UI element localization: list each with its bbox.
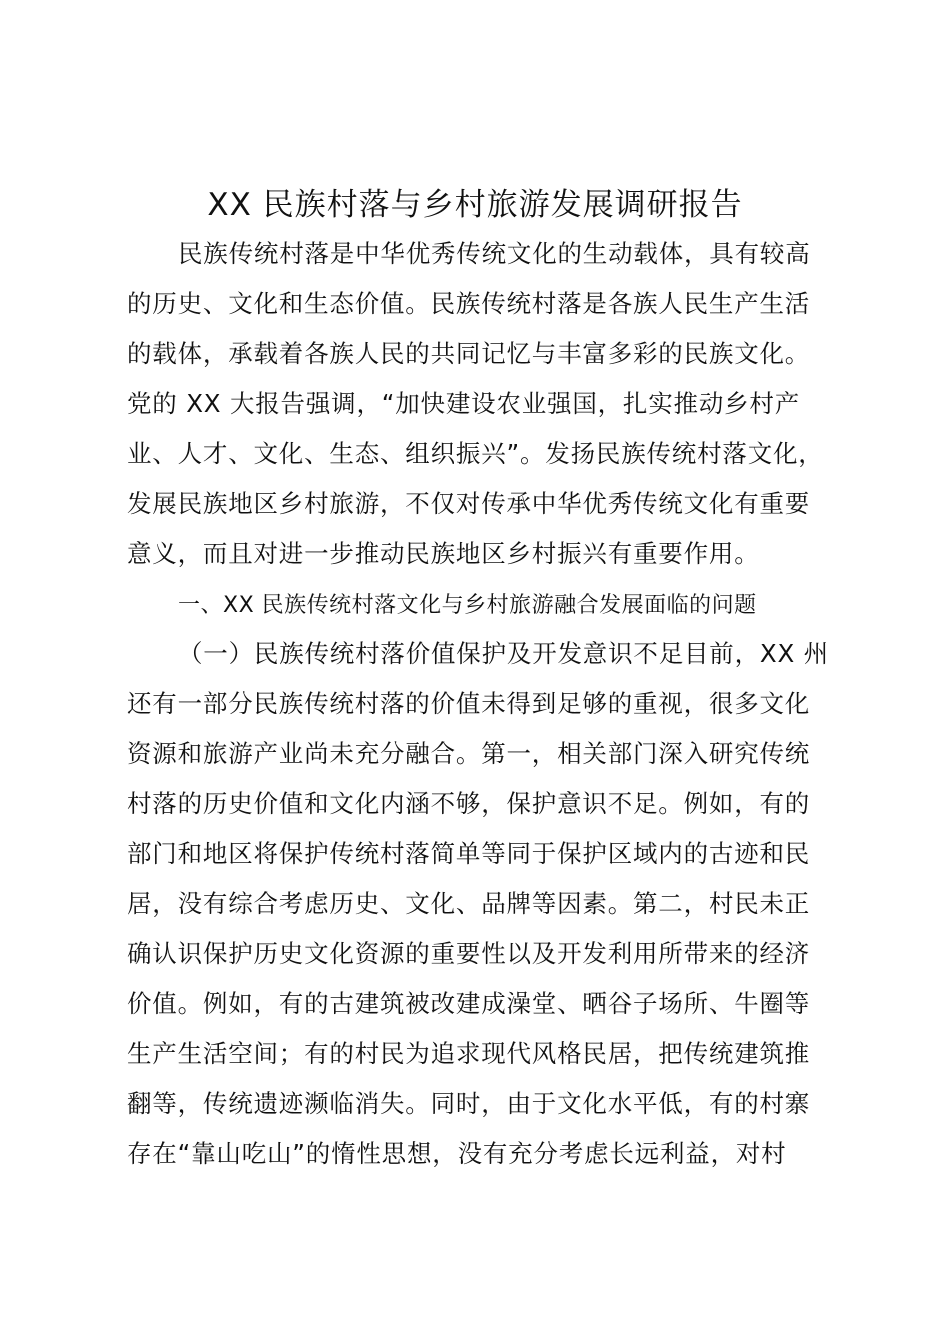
paragraph-line: 民族传统村落是中华优秀传统文化的生动载体，具有较高 [178, 239, 811, 268]
paragraph-line: 的历史、文化和生态价值。民族传统村落是各族人民生产生活 [127, 289, 811, 318]
paragraph-line: 生产生活空间；有的村民为追求现代风格民居，把传统建筑推 [127, 1039, 811, 1068]
paragraph-line: 村落的历史价值和文化内涵不够，保护意识不足。例如，有的 [127, 789, 811, 818]
paragraph-line: 部门和地区将保护传统村落简单等同于保护区域内的古迹和民 [127, 839, 811, 868]
paragraph-line: （一）民族传统村落价值保护及开发意识不足目前，XX 州 [178, 639, 829, 668]
paragraph-line: 业、人才、文化、生态、组织振兴”。发扬民族传统村落文化， [127, 439, 824, 468]
paragraph-line: 发展民族地区乡村旅游，不仅对传承中华优秀传统文化有重要 [127, 489, 811, 518]
paragraph-line: 确认识保护历史文化资源的重要性以及开发利用所带来的经济 [127, 939, 811, 968]
paragraph-line: 党的 XX 大报告强调，“加快建设农业强国，扎实推动乡村产 [127, 389, 801, 418]
paragraph-line: 资源和旅游产业尚未充分融合。第一，相关部门深入研究传统 [127, 739, 811, 768]
paragraph-line: 存在“靠山吃山”的惰性思想，没有充分考虑长远利益，对村 [127, 1139, 787, 1168]
paragraph-line: 的载体，承载着各族人民的共同记忆与丰富多彩的民族文化。 [127, 339, 811, 368]
paragraph-line: 价值。例如，有的古建筑被改建成澡堂、晒谷子场所、牛圈等 [127, 989, 811, 1018]
paragraph-line: 还有一部分民族传统村落的价值未得到足够的重视，很多文化 [127, 689, 811, 718]
document-title: XX 民族村落与乡村旅游发展调研报告 [207, 187, 743, 223]
paragraph-line: 翻等，传统遗迹濒临消失。同时，由于文化水平低，有的村寨 [127, 1089, 811, 1118]
paragraph-line: 居，没有综合考虑历史、文化、品牌等因素。第二，村民未正 [127, 889, 811, 918]
section-heading: 一、XX 民族传统村落文化与乡村旅游融合发展面临的问题 [178, 593, 757, 618]
paragraph-line: 意义，而且对进一步推动民族地区乡村振兴有重要作用。 [127, 539, 760, 568]
